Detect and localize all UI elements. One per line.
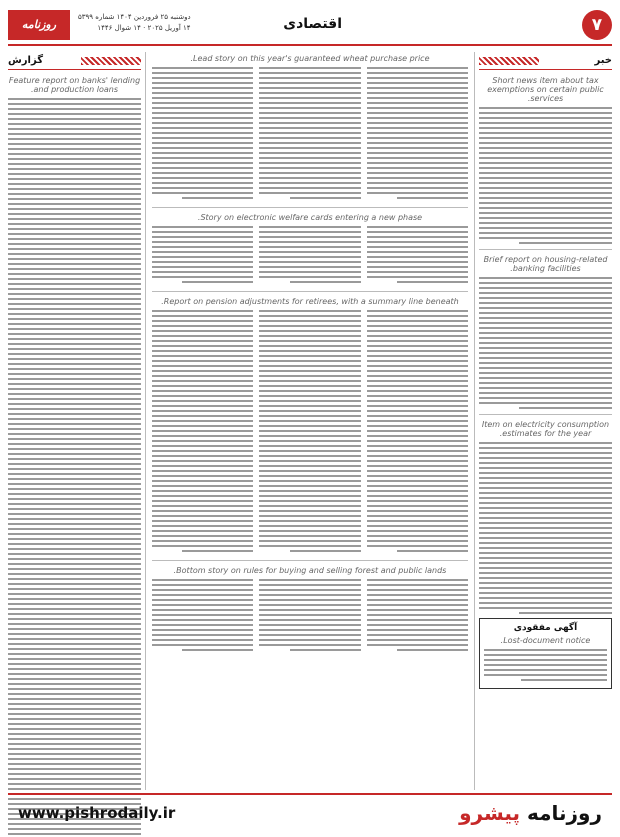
story-body — [152, 579, 468, 654]
center-columns — [152, 52, 468, 790]
left-section-tag — [8, 52, 141, 70]
feature-body — [8, 98, 141, 837]
notice-body — [484, 649, 607, 681]
story-body — [152, 226, 468, 286]
story-summary: Report on pension adjustments for retirees, with a summary line beneath. — [161, 297, 459, 306]
story-body — [479, 277, 612, 409]
masthead-logo: روزنامه پیشرو — [8, 10, 70, 40]
classified-notice — [479, 618, 612, 689]
section-title: اقتصادی — [283, 16, 342, 32]
right-section-tag — [479, 52, 612, 70]
notice-summary: Lost-document notice. — [500, 636, 591, 645]
notice-title: آگهی مفقودی — [513, 623, 578, 633]
story-summary: Bottom story on rules for buying and selling forest and public lands. — [173, 566, 447, 575]
story-summary: Short news item about tax exemptions on certain public services. — [487, 76, 604, 103]
lead-summary: Lead story on this year's guaranteed wheat purchase price. — [190, 54, 430, 63]
footer-logo — [459, 801, 602, 825]
dateline-gregorian: ۱۴ آوریل ۲۰۲۵ · ۱۴ شوال ۱۴۴۶ — [97, 24, 191, 32]
lead-body — [152, 67, 468, 202]
right-column — [474, 52, 612, 790]
tag-label: گزارش — [8, 55, 44, 66]
story-body — [479, 442, 612, 614]
logo-word-2: پیشرو — [459, 801, 521, 825]
story-summary: Story on electronic welfare cards entering a new phase. — [197, 213, 423, 222]
footer-url[interactable]: www.pishrodaily.ir — [18, 804, 176, 822]
tag-label: خبر — [594, 55, 612, 66]
tag-decor — [81, 57, 141, 65]
story-summary: Item on electricity consumption estimates for the year. — [481, 420, 610, 438]
story-body — [479, 107, 612, 244]
page-footer — [8, 793, 612, 831]
tag-decor — [479, 57, 539, 65]
story-summary: Brief report on housing-related banking facilities. — [483, 255, 608, 273]
page-number: ۷ — [582, 10, 612, 40]
left-column — [8, 52, 146, 790]
logo-word-1: روزنامه — [527, 801, 602, 825]
dateline — [78, 12, 191, 34]
feature-summary: Feature report on banks' lending and production loans. — [8, 76, 141, 94]
story-body — [152, 310, 468, 555]
dateline-persian: دوشنبه ۲۵ فروردین ۱۴۰۴ شماره ۵۳۹۹ — [78, 13, 191, 21]
